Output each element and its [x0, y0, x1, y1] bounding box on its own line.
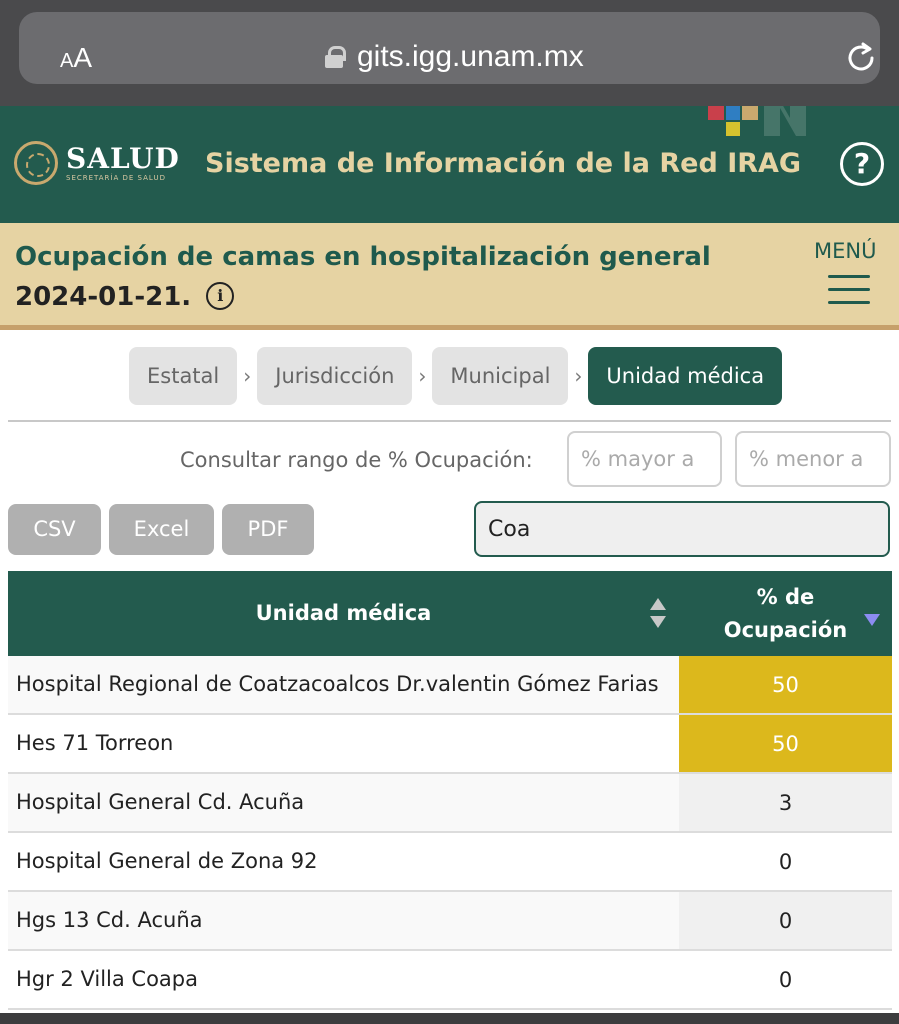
column-header-ocupacion-line2: Ocupación [723, 618, 848, 642]
lock-icon [325, 46, 343, 68]
url-display[interactable] [325, 40, 584, 74]
table-row[interactable] [8, 951, 892, 1010]
row-unit-name: Hospital General Cd. Acuña [16, 790, 305, 814]
row-unit-name: Hospital Regional de Coatzacoalcos Dr.valentin Gómez Farias [16, 672, 659, 696]
page-title-bar [0, 223, 899, 330]
row-occupancy: 50 [679, 715, 892, 772]
level-tabs [129, 347, 782, 405]
reload-icon[interactable] [843, 40, 879, 76]
info-icon[interactable]: i [206, 282, 234, 310]
export-csv-button[interactable]: CSV [8, 504, 101, 555]
search-input[interactable] [474, 501, 890, 557]
site-header [0, 106, 899, 223]
row-unit-name: Hgr 2 Villa Coapa [16, 967, 198, 991]
export-excel-button[interactable]: Excel [109, 504, 214, 555]
text-size-button[interactable]: AA [60, 42, 93, 73]
chevron-right-icon: › [243, 364, 252, 388]
page-title-text: Ocupación de camas en hospitalización general [15, 242, 711, 272]
column-header-ocupacion-line1: % de [756, 585, 815, 609]
occupancy-table [8, 571, 892, 1010]
row-unit-name: Hospital General de Zona 92 [16, 849, 318, 873]
chevron-right-icon: › [574, 364, 583, 388]
hamburger-menu-icon[interactable] [828, 275, 870, 305]
range-filter-label: Consultar rango de % Ocupación: [180, 448, 533, 472]
table-row[interactable] [8, 774, 892, 833]
tab-jurisdiccion[interactable]: Jurisdicción [257, 347, 412, 405]
page-title [15, 237, 735, 317]
table-row[interactable] [8, 715, 892, 774]
url-text: gits.igg.unam.mx [357, 40, 584, 73]
system-title: Sistema de Información de la Red IRAG [205, 148, 802, 179]
row-unit-name: Hgs 13 Cd. Acuña [16, 908, 203, 932]
sort-both-icon[interactable] [649, 596, 667, 630]
menu-label[interactable]: MENÚ [814, 239, 877, 263]
range-max-input[interactable] [735, 431, 891, 487]
table-row[interactable] [8, 833, 892, 892]
row-occupancy: 0 [679, 892, 892, 949]
national-seal-icon [14, 141, 58, 185]
report-date: 2024-01-21. [15, 282, 192, 312]
browser-bottom-bar [0, 1013, 899, 1024]
salud-logo[interactable] [14, 141, 180, 185]
tab-unidad-medica[interactable]: Unidad médica [588, 347, 782, 405]
table-row[interactable] [8, 656, 892, 715]
row-occupancy: 50 [679, 656, 892, 713]
help-button[interactable]: ? [840, 142, 884, 186]
logo-name: SALUD [66, 142, 180, 175]
row-occupancy: 0 [679, 833, 892, 890]
brand-plus-n-logo [708, 106, 808, 138]
range-min-input[interactable] [567, 431, 722, 487]
table-row[interactable] [8, 892, 892, 951]
logo-subtitle: SECRETARÍA DE SALUD [66, 174, 166, 182]
export-pdf-button[interactable]: PDF [222, 504, 314, 555]
column-header-unidad[interactable]: Unidad médica [255, 601, 432, 625]
column-header-ocupacion[interactable] [679, 581, 892, 647]
sort-desc-icon[interactable] [864, 614, 880, 626]
tab-estatal[interactable]: Estatal [129, 347, 237, 405]
tab-municipal[interactable]: Municipal [432, 347, 568, 405]
chevron-right-icon: › [418, 364, 427, 388]
row-occupancy: 3 [679, 774, 892, 831]
address-bar[interactable] [19, 12, 880, 84]
row-occupancy: 0 [679, 951, 892, 1008]
table-header [8, 571, 892, 656]
divider [8, 420, 891, 422]
browser-toolbar [0, 0, 899, 106]
row-unit-name: Hes 71 Torreon [16, 731, 174, 755]
